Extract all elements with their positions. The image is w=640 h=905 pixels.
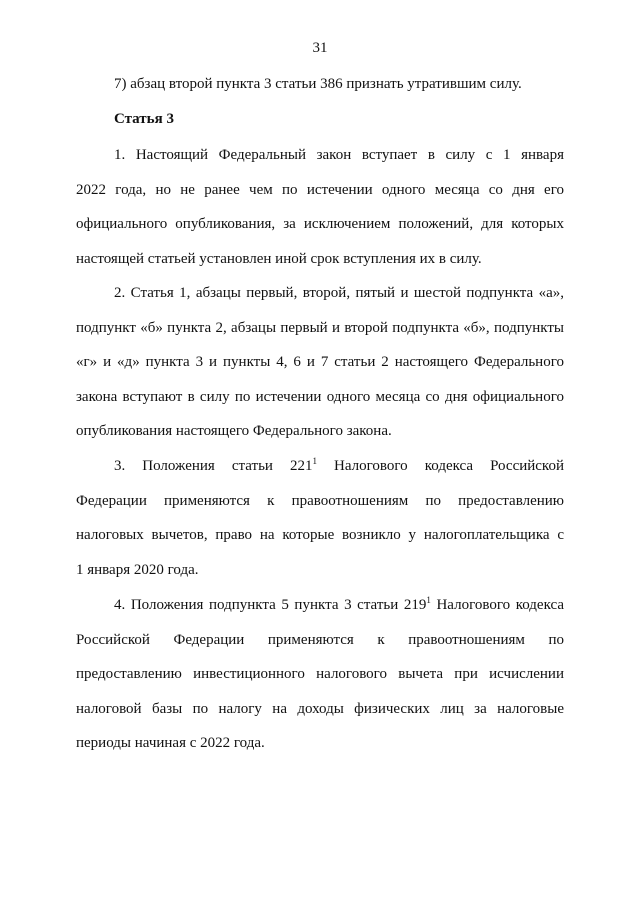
paragraph-3-line-2: Федерации применяются к правоотношениям по предоставлению <box>76 492 564 509</box>
paragraph-3-line-3: налоговых вычетов, право на которые возникло у налогоплательщика с <box>76 527 564 544</box>
paragraph-3-line-1 <box>76 449 564 484</box>
paragraph-4-line-4: налоговой базы по налогу на доходы физических лиц за налоговые <box>76 700 564 717</box>
superscript-1: 1 <box>426 595 431 605</box>
paragraph-1-line-4: настоящей статьей установлен иной срок вступления их в силу. <box>76 250 482 267</box>
paragraph-3-line-1-part-a: 3. Положения статьи 221 <box>114 458 313 474</box>
paragraph-4-line-3: предоставлению инвестиционного налогового вычета при исчислении <box>76 666 564 683</box>
paragraph-1-line-2: 2022 года, но не ранее чем по истечении одного месяца со дня его <box>76 181 564 198</box>
paragraph-4-line-2: Российской Федерации применяются к правоотношениям по <box>76 631 564 648</box>
paragraph-2-line-1: 2. Статья 1, абзацы первый, второй, пятый и шестой подпункта «а», <box>114 285 564 301</box>
paragraph-3-line-1-part-b: Налогового кодекса Российской <box>317 458 564 474</box>
paragraph-4 <box>76 588 564 761</box>
item-7-text: 7) абзац второй пункта 3 статьи 386 признать утратившим силу. <box>114 76 522 92</box>
paragraph-1-line-1: 1. Настоящий Федеральный закон вступает в силу с 1 января <box>114 147 564 163</box>
paragraph-2 <box>76 276 564 449</box>
superscript-1: 1 <box>312 456 317 466</box>
page-number: 31 <box>312 40 328 56</box>
paragraph-2-line-4: закона вступают в силу по истечении одного месяца со дня официального <box>76 388 564 405</box>
paragraph-3 <box>76 449 564 587</box>
paragraph-2-line-2: подпункт «б» пункта 2, абзацы первый и второй подпункта «б», подпункты <box>76 319 564 336</box>
article-3-heading: Статья 3 <box>114 111 174 127</box>
paragraph-4-line-1 <box>76 588 564 623</box>
paragraph-4-line-5: периоды начиная с 2022 года. <box>76 735 265 752</box>
paragraph-4-line-1-part-b: Налогового кодекса <box>430 597 564 613</box>
paragraph-1 <box>76 138 564 276</box>
paragraph-1-line-3: официального опубликования, за исключением положений, для которых <box>76 216 564 233</box>
item-7-paragraph <box>114 67 564 102</box>
paragraph-4-line-1-part-a: 4. Положения подпункта 5 пункта 3 статьи 219 <box>114 597 427 613</box>
paragraph-2-line-3: «г» и «д» пункта 3 и пункты 4, 6 и 7 статьи 2 настоящего Федерального <box>76 354 564 371</box>
paragraph-2-line-5: опубликования настоящего Федерального закона. <box>76 423 392 440</box>
paragraph-3-line-4: 1 января 2020 года. <box>76 561 199 578</box>
